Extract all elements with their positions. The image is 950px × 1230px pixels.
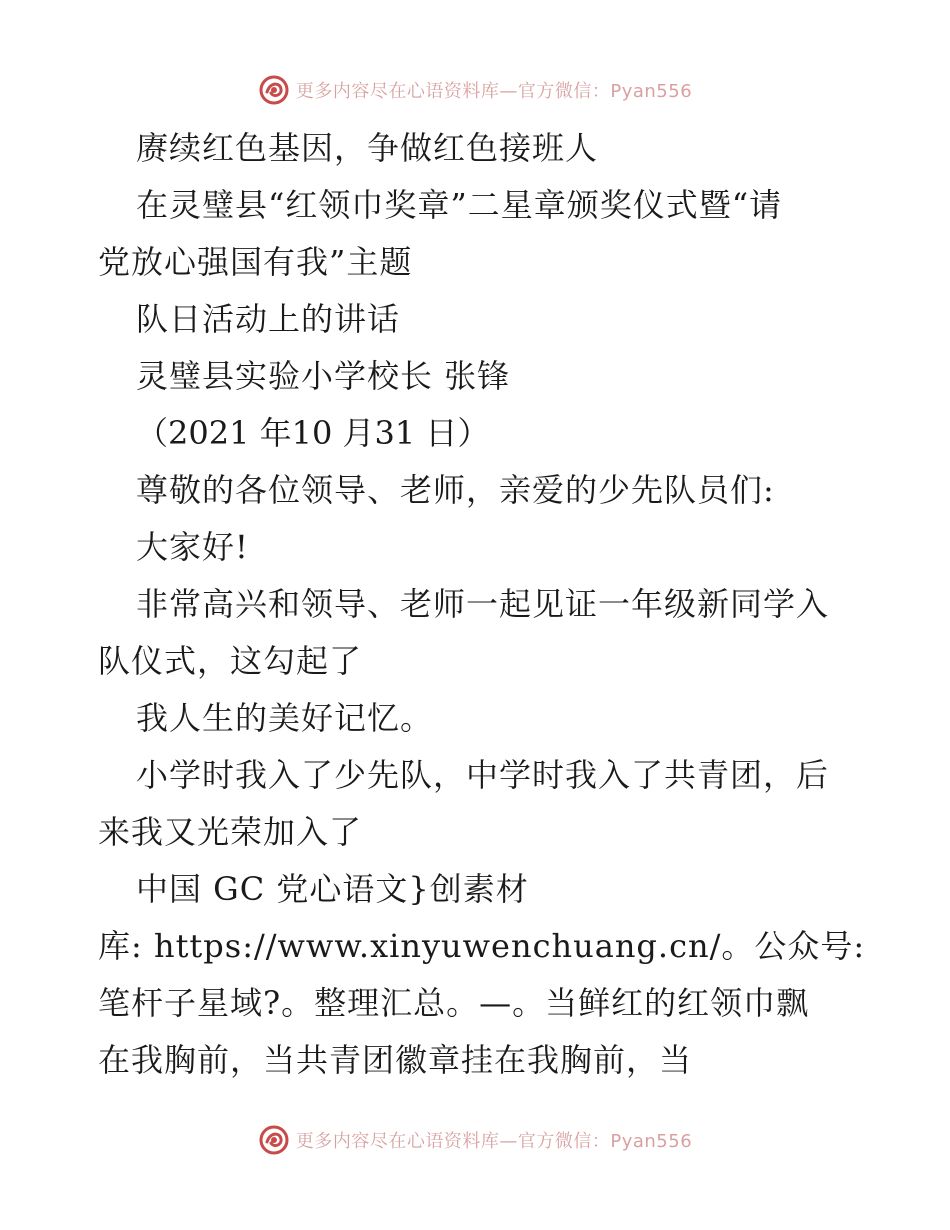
doc-paragraph-3-line-1: 小学时我入了少先队，中学时我入了共青团，后 bbox=[136, 756, 830, 794]
doc-salutation: 尊敬的各位领导、老师，亲爱的少先队员们: bbox=[136, 471, 775, 509]
doc-paragraph-1-line-2: 队仪式，这勾起了 bbox=[98, 642, 363, 680]
watermark-text: 更多内容尽在心语资料库—官方微信：Pyan556 bbox=[295, 1131, 693, 1152]
doc-paragraph-3-line-2: 来我又光荣加入了 bbox=[98, 813, 363, 851]
watermark-text: 更多内容尽在心语资料库—官方微信：Pyan556 bbox=[295, 81, 693, 102]
doc-subtitle-line-3: 队日活动上的讲话 bbox=[136, 300, 401, 338]
doc-paragraph-4-line-2: 库: https://www.xinyuwenchuang.cn/。公众号: bbox=[98, 927, 866, 965]
doc-subtitle-line-2: 党放心强国有我”主题 bbox=[98, 243, 413, 281]
doc-paragraph-4-line-3: 笔杆子星域?。整理汇总。—。当鲜红的红领巾飘 bbox=[98, 984, 810, 1022]
doc-paragraph-4-line-4: 在我胸前，当共青团徽章挂在我胸前，当 bbox=[98, 1041, 693, 1079]
swirl-logo-icon bbox=[258, 74, 290, 106]
doc-paragraph-1-line-1: 非常高兴和领导、老师一起见证一年级新同学入 bbox=[136, 585, 830, 623]
footer-watermark bbox=[0, 1122, 950, 1158]
doc-greeting: 大家好! bbox=[136, 528, 249, 566]
doc-date: （2021 年10 月31 日） bbox=[136, 414, 490, 452]
doc-paragraph-4-line-1: 中国 GC 党心语文}创素材 bbox=[136, 870, 529, 908]
swirl-logo-icon bbox=[258, 1124, 290, 1156]
doc-author: 灵璧县实验小学校长 张锋 bbox=[136, 357, 511, 395]
header-watermark bbox=[0, 72, 950, 108]
document-body bbox=[98, 120, 866, 1089]
doc-paragraph-2: 我人生的美好记忆。 bbox=[136, 699, 434, 737]
doc-subtitle-line-1: 在灵璧县“红领巾奖章”二星章颁奖仪式暨“请 bbox=[136, 186, 783, 224]
doc-title: 赓续红色基因，争做红色接班人 bbox=[136, 129, 599, 167]
